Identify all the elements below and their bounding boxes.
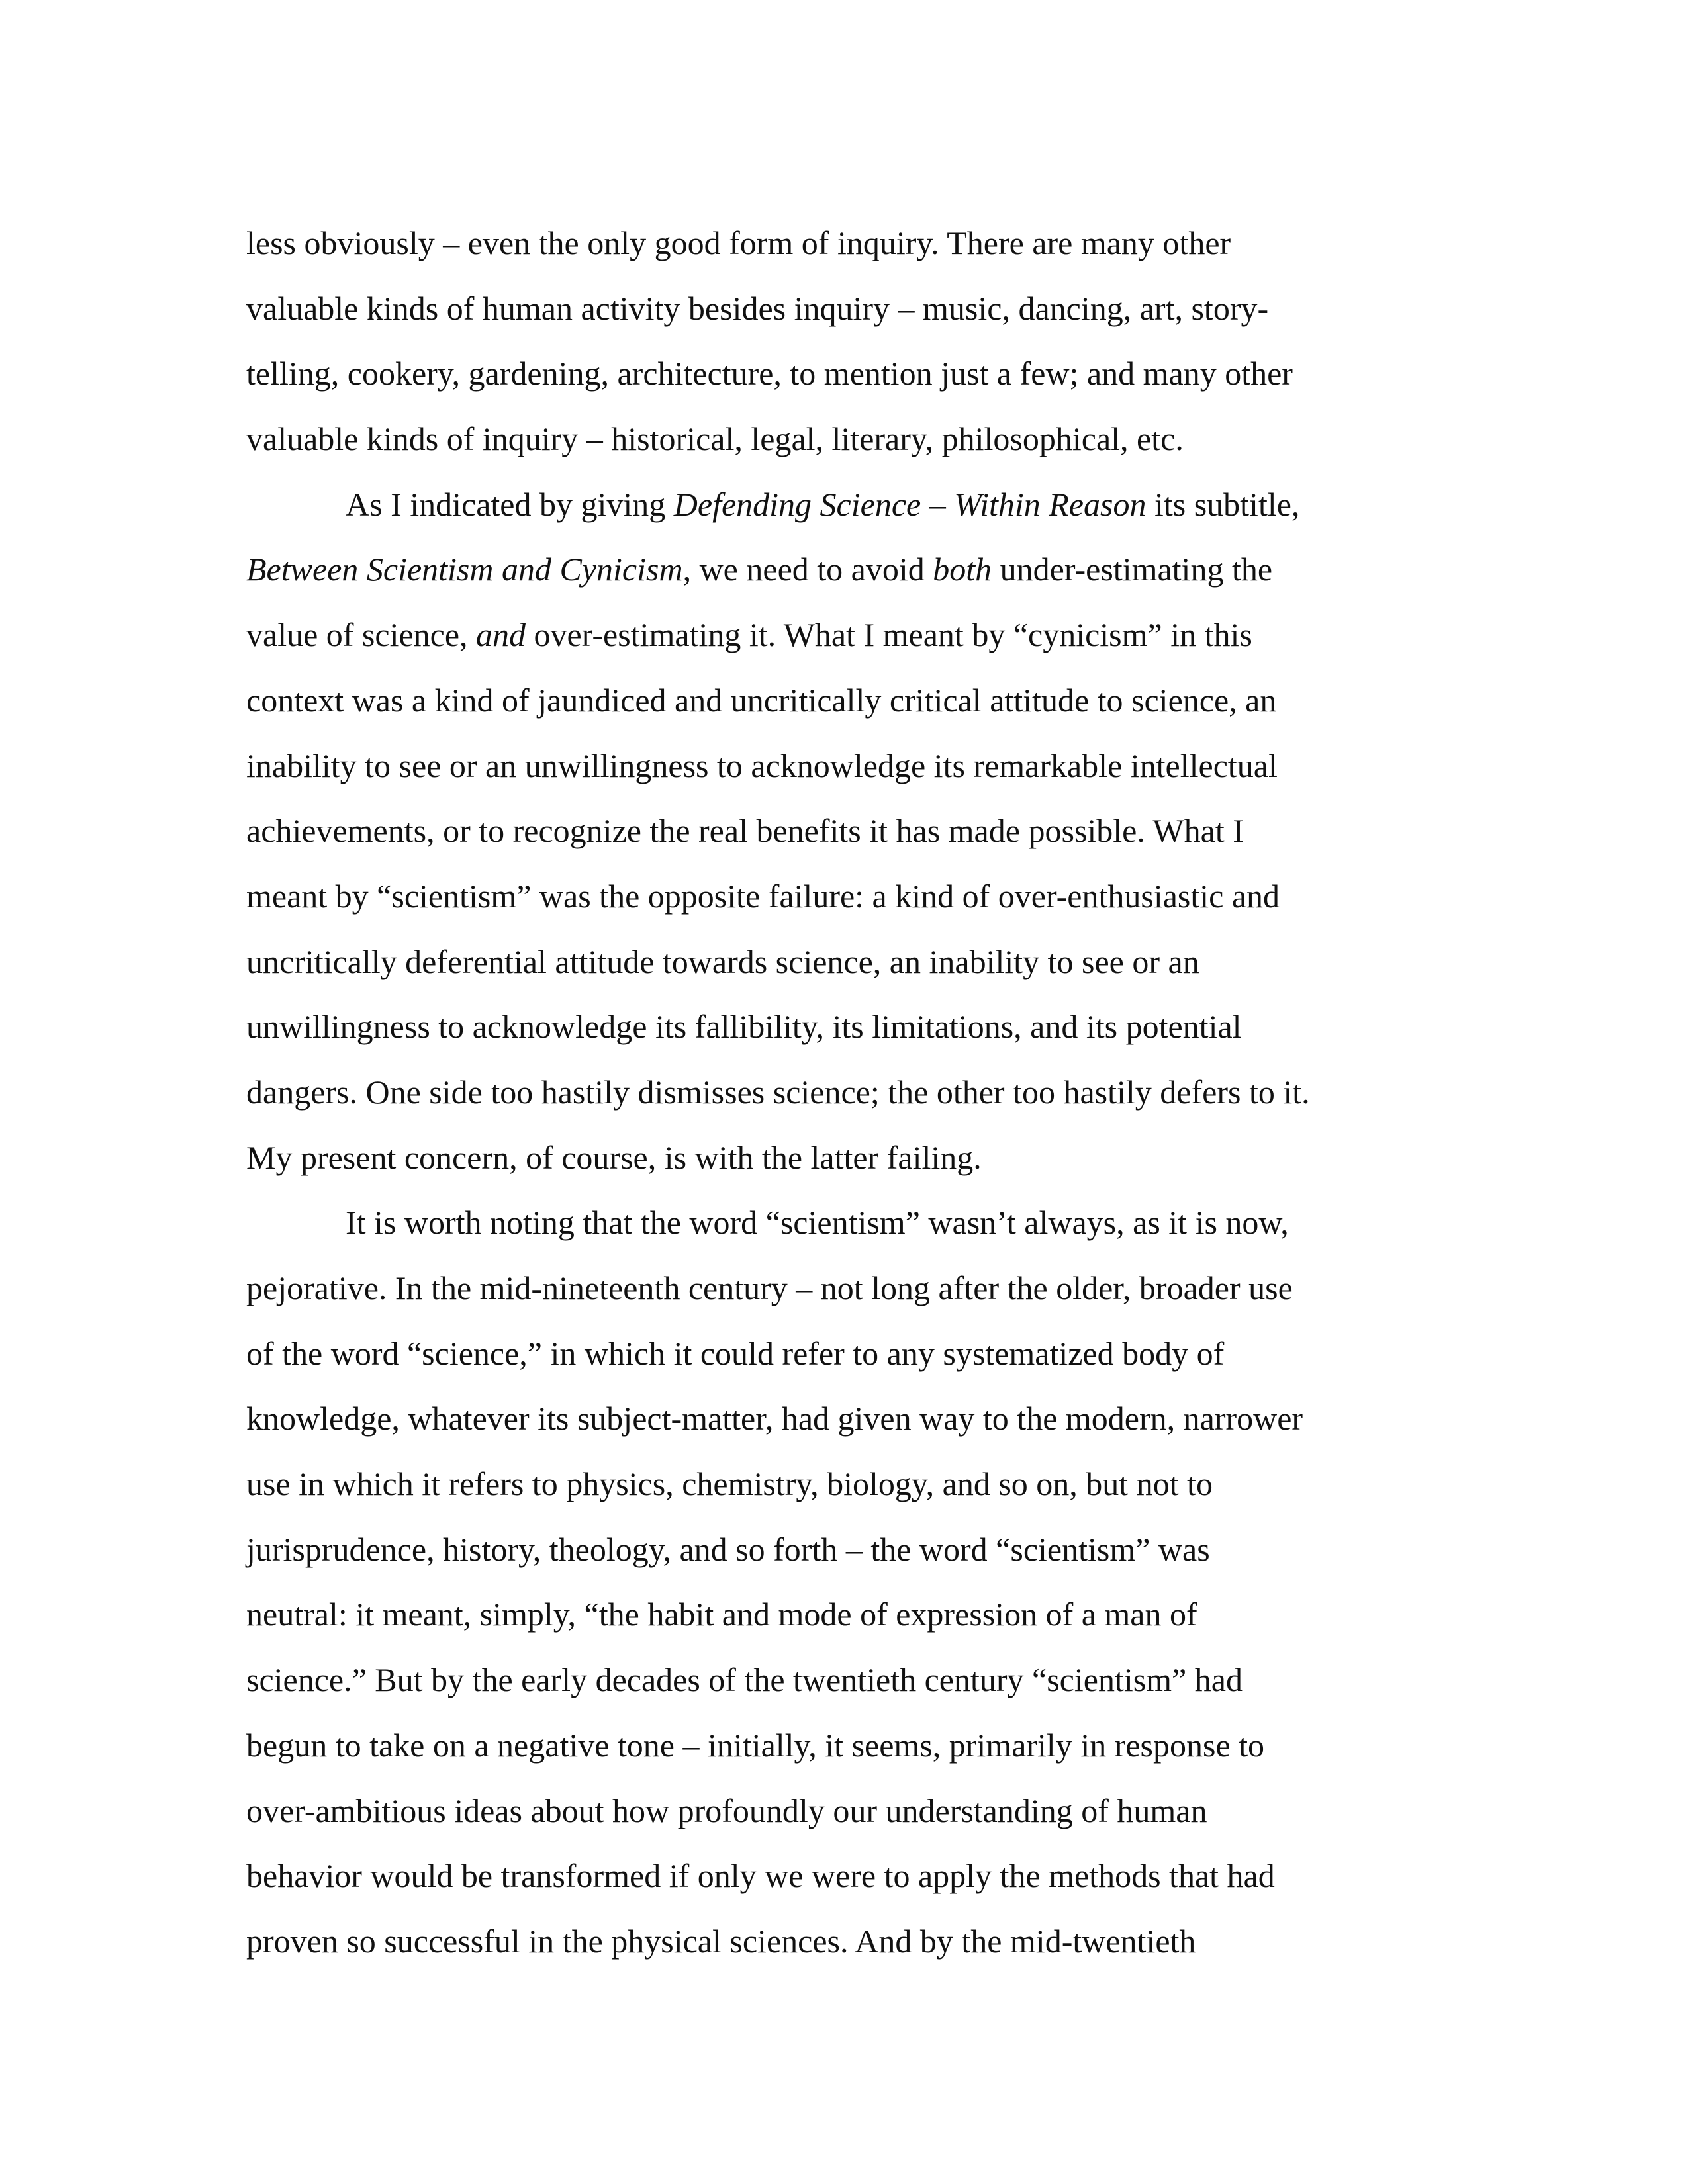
italic-text-segment: both <box>933 551 992 588</box>
text-line <box>246 1451 1431 1517</box>
text-segment: its subtitle, <box>1146 485 1300 523</box>
text-segment: inability to see or an unwillingness to acknowledge its remarkable intellectual <box>246 747 1278 784</box>
text-line <box>246 406 1431 472</box>
text-segment: dangers. One side too hastily dismisses science; the other too hastily defers to it. <box>246 1073 1310 1111</box>
text-segment: meant by “scientism” was the opposite failure: a kind of over-enthusiastic and <box>246 877 1280 915</box>
text-line <box>246 1582 1431 1647</box>
text-line <box>246 798 1431 864</box>
text-line <box>246 1647 1431 1713</box>
italic-text-segment: Between Scientism and Cynicism <box>246 551 683 588</box>
text-segment: neutral: it meant, simply, “the habit and mode of expression of a man of <box>246 1596 1197 1633</box>
text-segment: valuable kinds of inquiry – historical, legal, literary, philosophical, etc. <box>246 420 1184 458</box>
text-segment: begun to take on a negative tone – initially, it seems, primarily in response to <box>246 1726 1265 1764</box>
text-segment: over-estimating it. What I meant by “cynicism” in this <box>526 616 1252 654</box>
text-segment: over-ambitious ideas about how profoundly our understanding of human <box>246 1792 1207 1829</box>
text-segment: use in which it refers to physics, chemistry, biology, and so on, but not to <box>246 1465 1213 1503</box>
text-line <box>246 602 1431 668</box>
text-line <box>246 864 1431 929</box>
italic-text-segment: Defending Science – Within Reason <box>673 485 1147 523</box>
text-line <box>246 1386 1431 1451</box>
text-line <box>246 210 1431 276</box>
text-segment: of the word “science,” in which it could refer to any systematized body of <box>246 1334 1225 1372</box>
text-line <box>246 1321 1431 1387</box>
text-segment: jurisprudence, history, theology, and so forth – the word “scientism” was <box>246 1530 1210 1568</box>
text-line <box>246 668 1431 733</box>
text-line <box>246 1843 1431 1909</box>
italic-text-segment: and <box>476 616 526 654</box>
text-segment: As I indicated by giving <box>346 485 674 523</box>
text-segment: uncritically deferential attitude towards science, an inability to see or an <box>246 942 1199 980</box>
text-line <box>246 537 1431 602</box>
paragraph-first-line <box>246 472 1431 537</box>
text-line <box>246 1909 1431 1974</box>
text-line <box>246 1713 1431 1778</box>
text-segment: telling, cookery, gardening, architecture, to mention just a few; and many other <box>246 355 1293 392</box>
paragraph-first-line <box>246 1190 1431 1255</box>
text-segment: pejorative. In the mid-nineteenth century – not long after the older, broader use <box>246 1269 1293 1306</box>
text-segment: My present concern, of course, is with the latter failing. <box>246 1138 982 1176</box>
text-line <box>246 1778 1431 1844</box>
body-text <box>246 210 1431 1974</box>
text-segment: context was a kind of jaundiced and uncritically critical attitude to science, an <box>246 681 1277 719</box>
text-line <box>246 1255 1431 1321</box>
text-line <box>246 733 1431 799</box>
text-segment: under-estimating the <box>992 551 1273 588</box>
text-line <box>246 929 1431 995</box>
text-segment: less obviously – even the only good form of inquiry. There are many other <box>246 224 1231 261</box>
text-segment: achievements, or to recognize the real benefits it has made possible. What I <box>246 812 1244 850</box>
text-line <box>246 1517 1431 1582</box>
text-line <box>246 276 1431 341</box>
text-line <box>246 341 1431 406</box>
text-line <box>246 994 1431 1060</box>
text-segment: , we need to avoid <box>682 551 933 588</box>
text-segment: science.” But by the early decades of the twentieth century “scientism” had <box>246 1661 1243 1699</box>
text-segment: proven so successful in the physical sciences. And by the mid-twentieth <box>246 1922 1196 1960</box>
text-line <box>246 1125 1431 1191</box>
text-segment: valuable kinds of human activity besides inquiry – music, dancing, art, story- <box>246 289 1269 327</box>
text-segment: It is worth noting that the word “scientism” wasn’t always, as it is now, <box>346 1204 1289 1242</box>
text-segment: behavior would be transformed if only we were to apply the methods that had <box>246 1857 1275 1895</box>
text-line <box>246 1060 1431 1125</box>
text-segment: unwillingness to acknowledge its fallibility, its limitations, and its potential <box>246 1008 1242 1046</box>
text-segment: knowledge, whatever its subject-matter, had given way to the modern, narrower <box>246 1400 1303 1437</box>
text-segment: value of science, <box>246 616 477 654</box>
